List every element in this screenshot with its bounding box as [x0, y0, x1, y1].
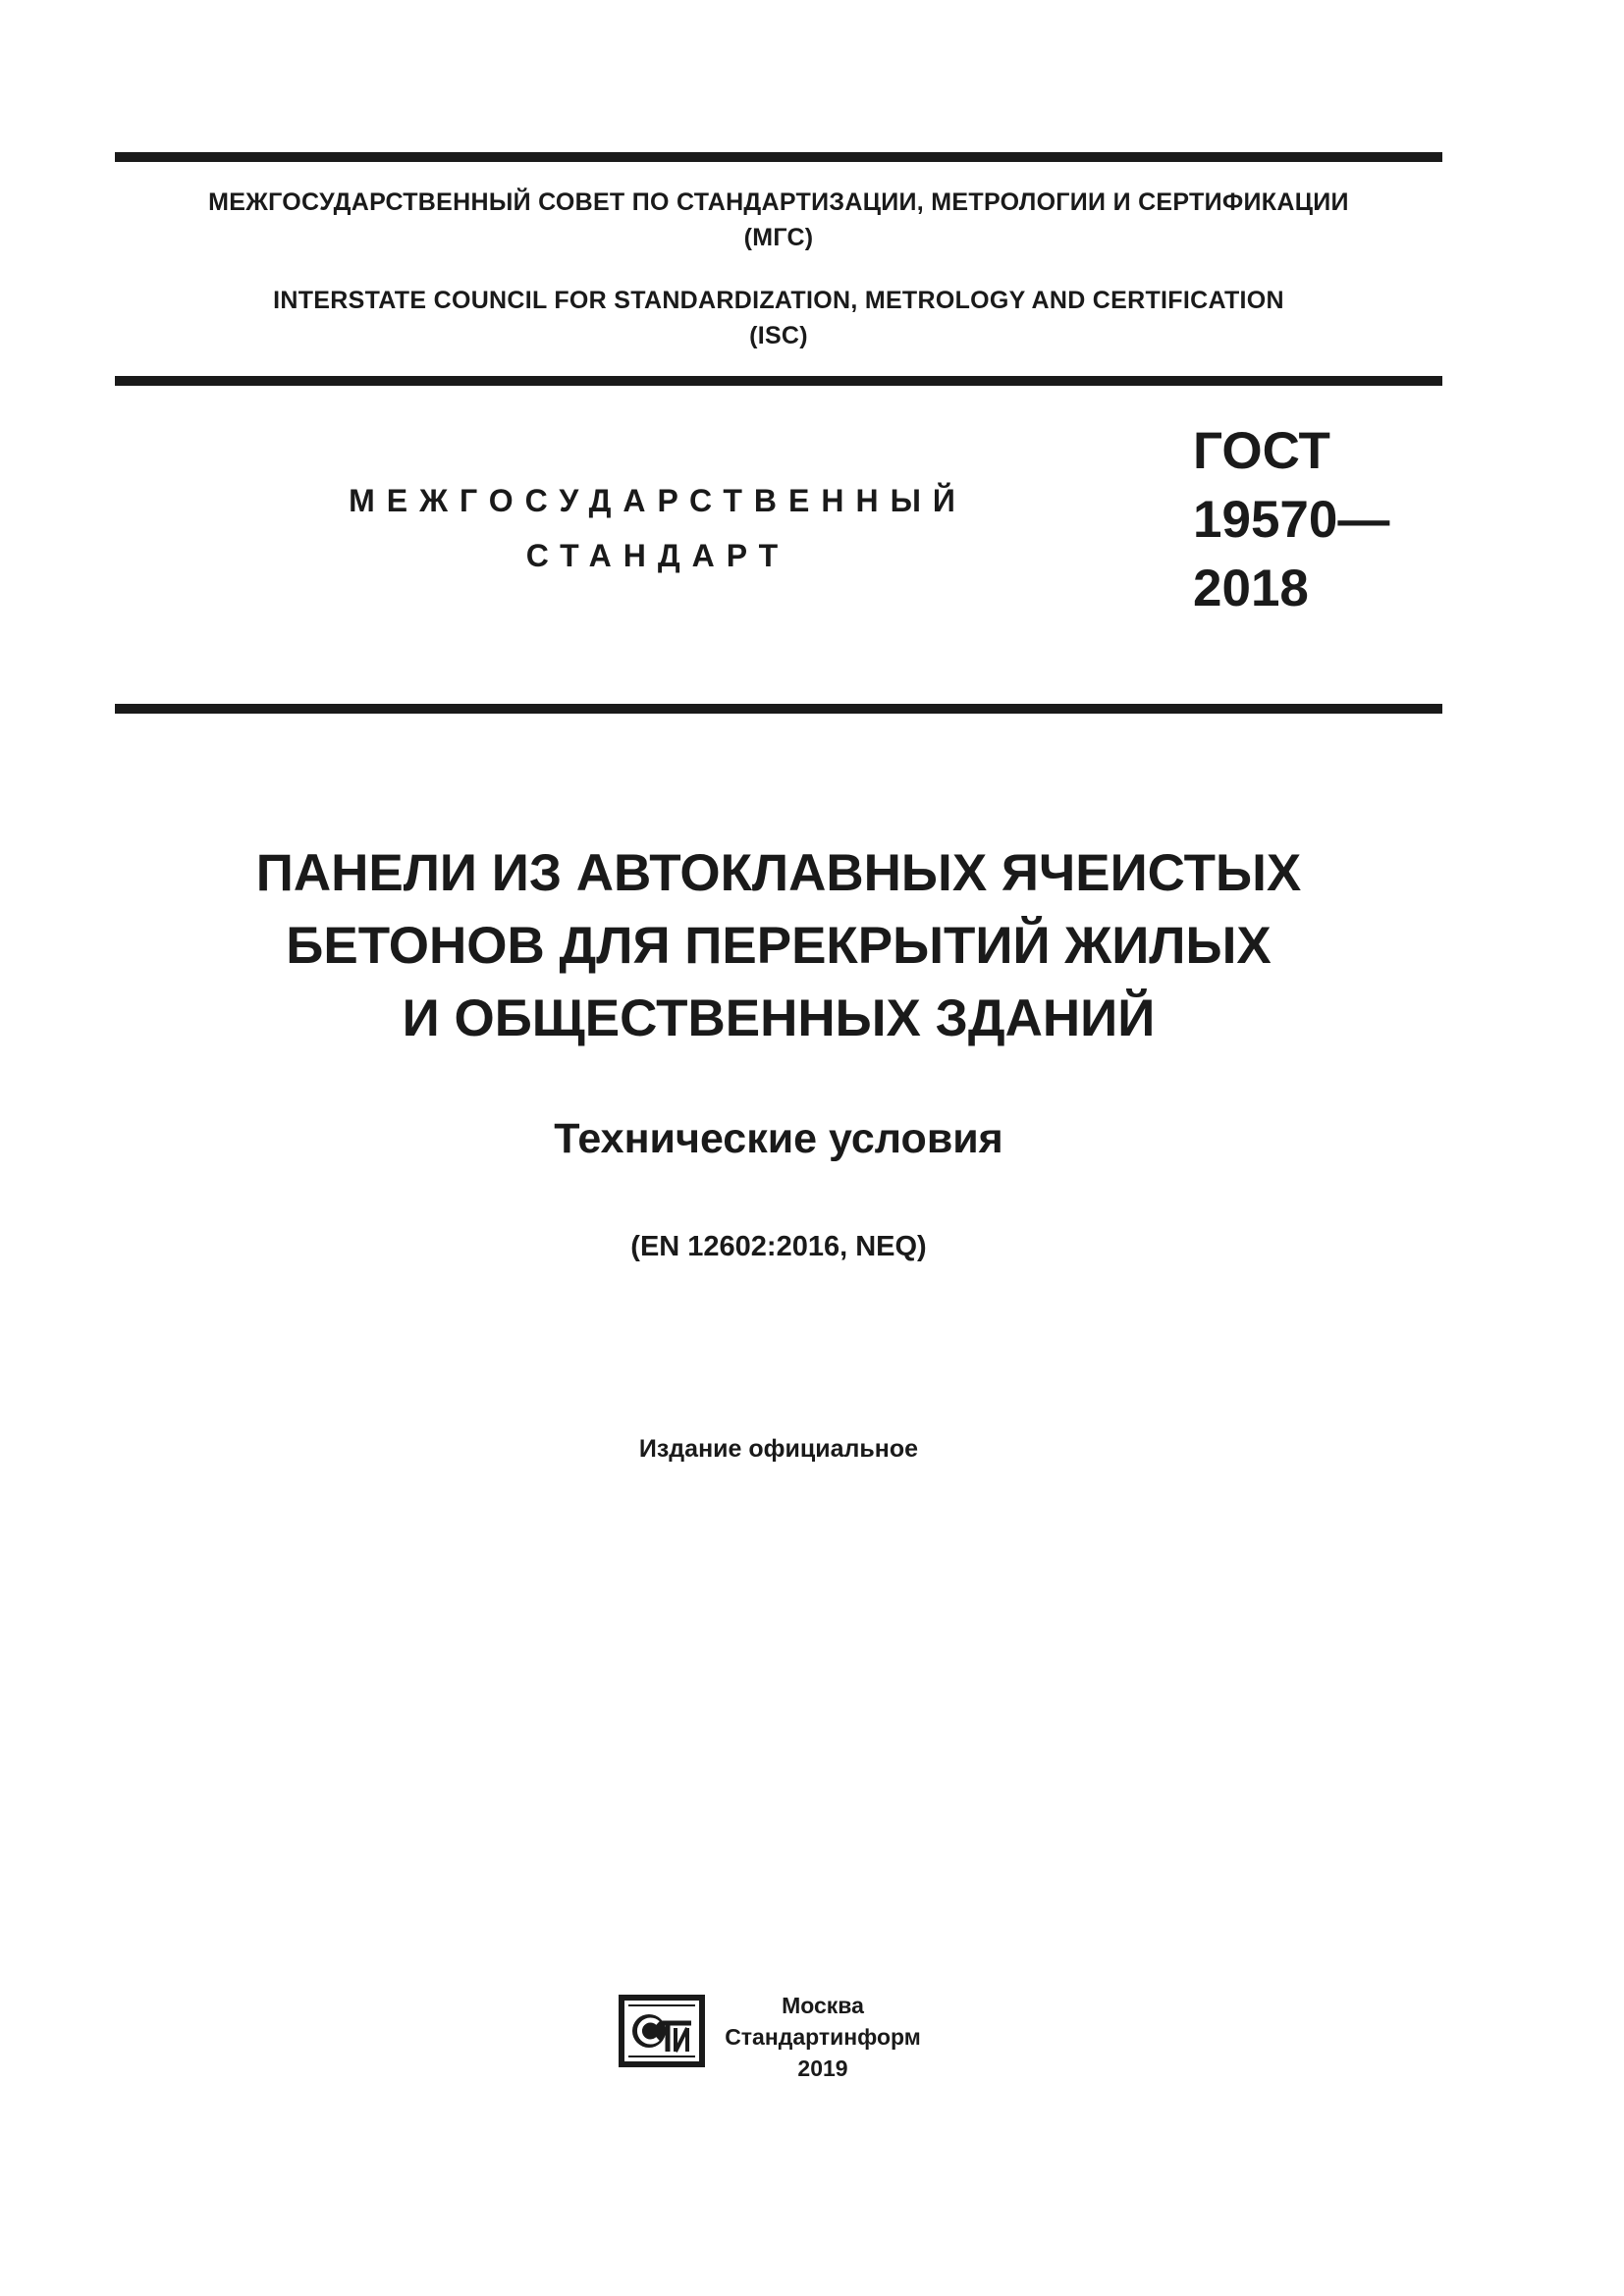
- publisher-city: Москва: [782, 1993, 864, 2018]
- publisher-year: 2019: [797, 2056, 848, 2081]
- document-title-line3: И ОБЩЕСТВЕННЫХ ЗДАНИЙ: [402, 989, 1156, 1047]
- council-abbr-en: (ISC): [749, 322, 808, 349]
- document-title: [115, 837, 1442, 1055]
- document-title-line1: ПАНЕЛИ ИЗ АВТОКЛАВНЫХ ЯЧЕИСТЫХ: [255, 844, 1302, 902]
- standard-type-line2: СТАНДАРТ: [525, 538, 790, 573]
- council-name-ru: [115, 185, 1442, 255]
- council-name-en-line1: INTERSTATE COUNCIL FOR STANDARDIZATION, METROLOGY AND CERTIFICATION: [273, 287, 1284, 314]
- document-subtitle: Технические условия: [554, 1115, 1003, 1162]
- council-abbr-ru: (МГС): [743, 224, 814, 251]
- publisher-name: Стандартинформ: [725, 2024, 921, 2050]
- gost-prefix: ГОСТ: [1193, 422, 1330, 480]
- council-name-ru-line1: МЕЖГОСУДАРСТВЕННЫЙ СОВЕТ ПО СТАНДАРТИЗАЦИИ, МЕТРОЛОГИИ И СЕРТИФИКАЦИИ: [208, 188, 1349, 216]
- publisher-block: [715, 1990, 931, 2084]
- standard-type-line1: МЕЖГОСУДАРСТВЕННЫЙ: [349, 483, 967, 518]
- top-rule: [115, 152, 1442, 162]
- bottom-rule: [115, 704, 1442, 714]
- gost-year: 2018: [1193, 560, 1309, 617]
- middle-rule: [115, 376, 1442, 386]
- edition-label: Издание официальное: [638, 1435, 919, 1463]
- standartinform-logo-icon: [617, 1993, 707, 2069]
- gost-number: 19570—: [1193, 491, 1390, 549]
- council-name-en: [115, 283, 1442, 353]
- standard-type: [324, 473, 992, 583]
- gost-designation: [1193, 417, 1389, 623]
- document-title-line2: БЕТОНОВ ДЛЯ ПЕРЕКРЫТИЙ ЖИЛЫХ: [286, 917, 1272, 975]
- reference-standard: (EN 12602:2016, NEQ): [630, 1231, 927, 1262]
